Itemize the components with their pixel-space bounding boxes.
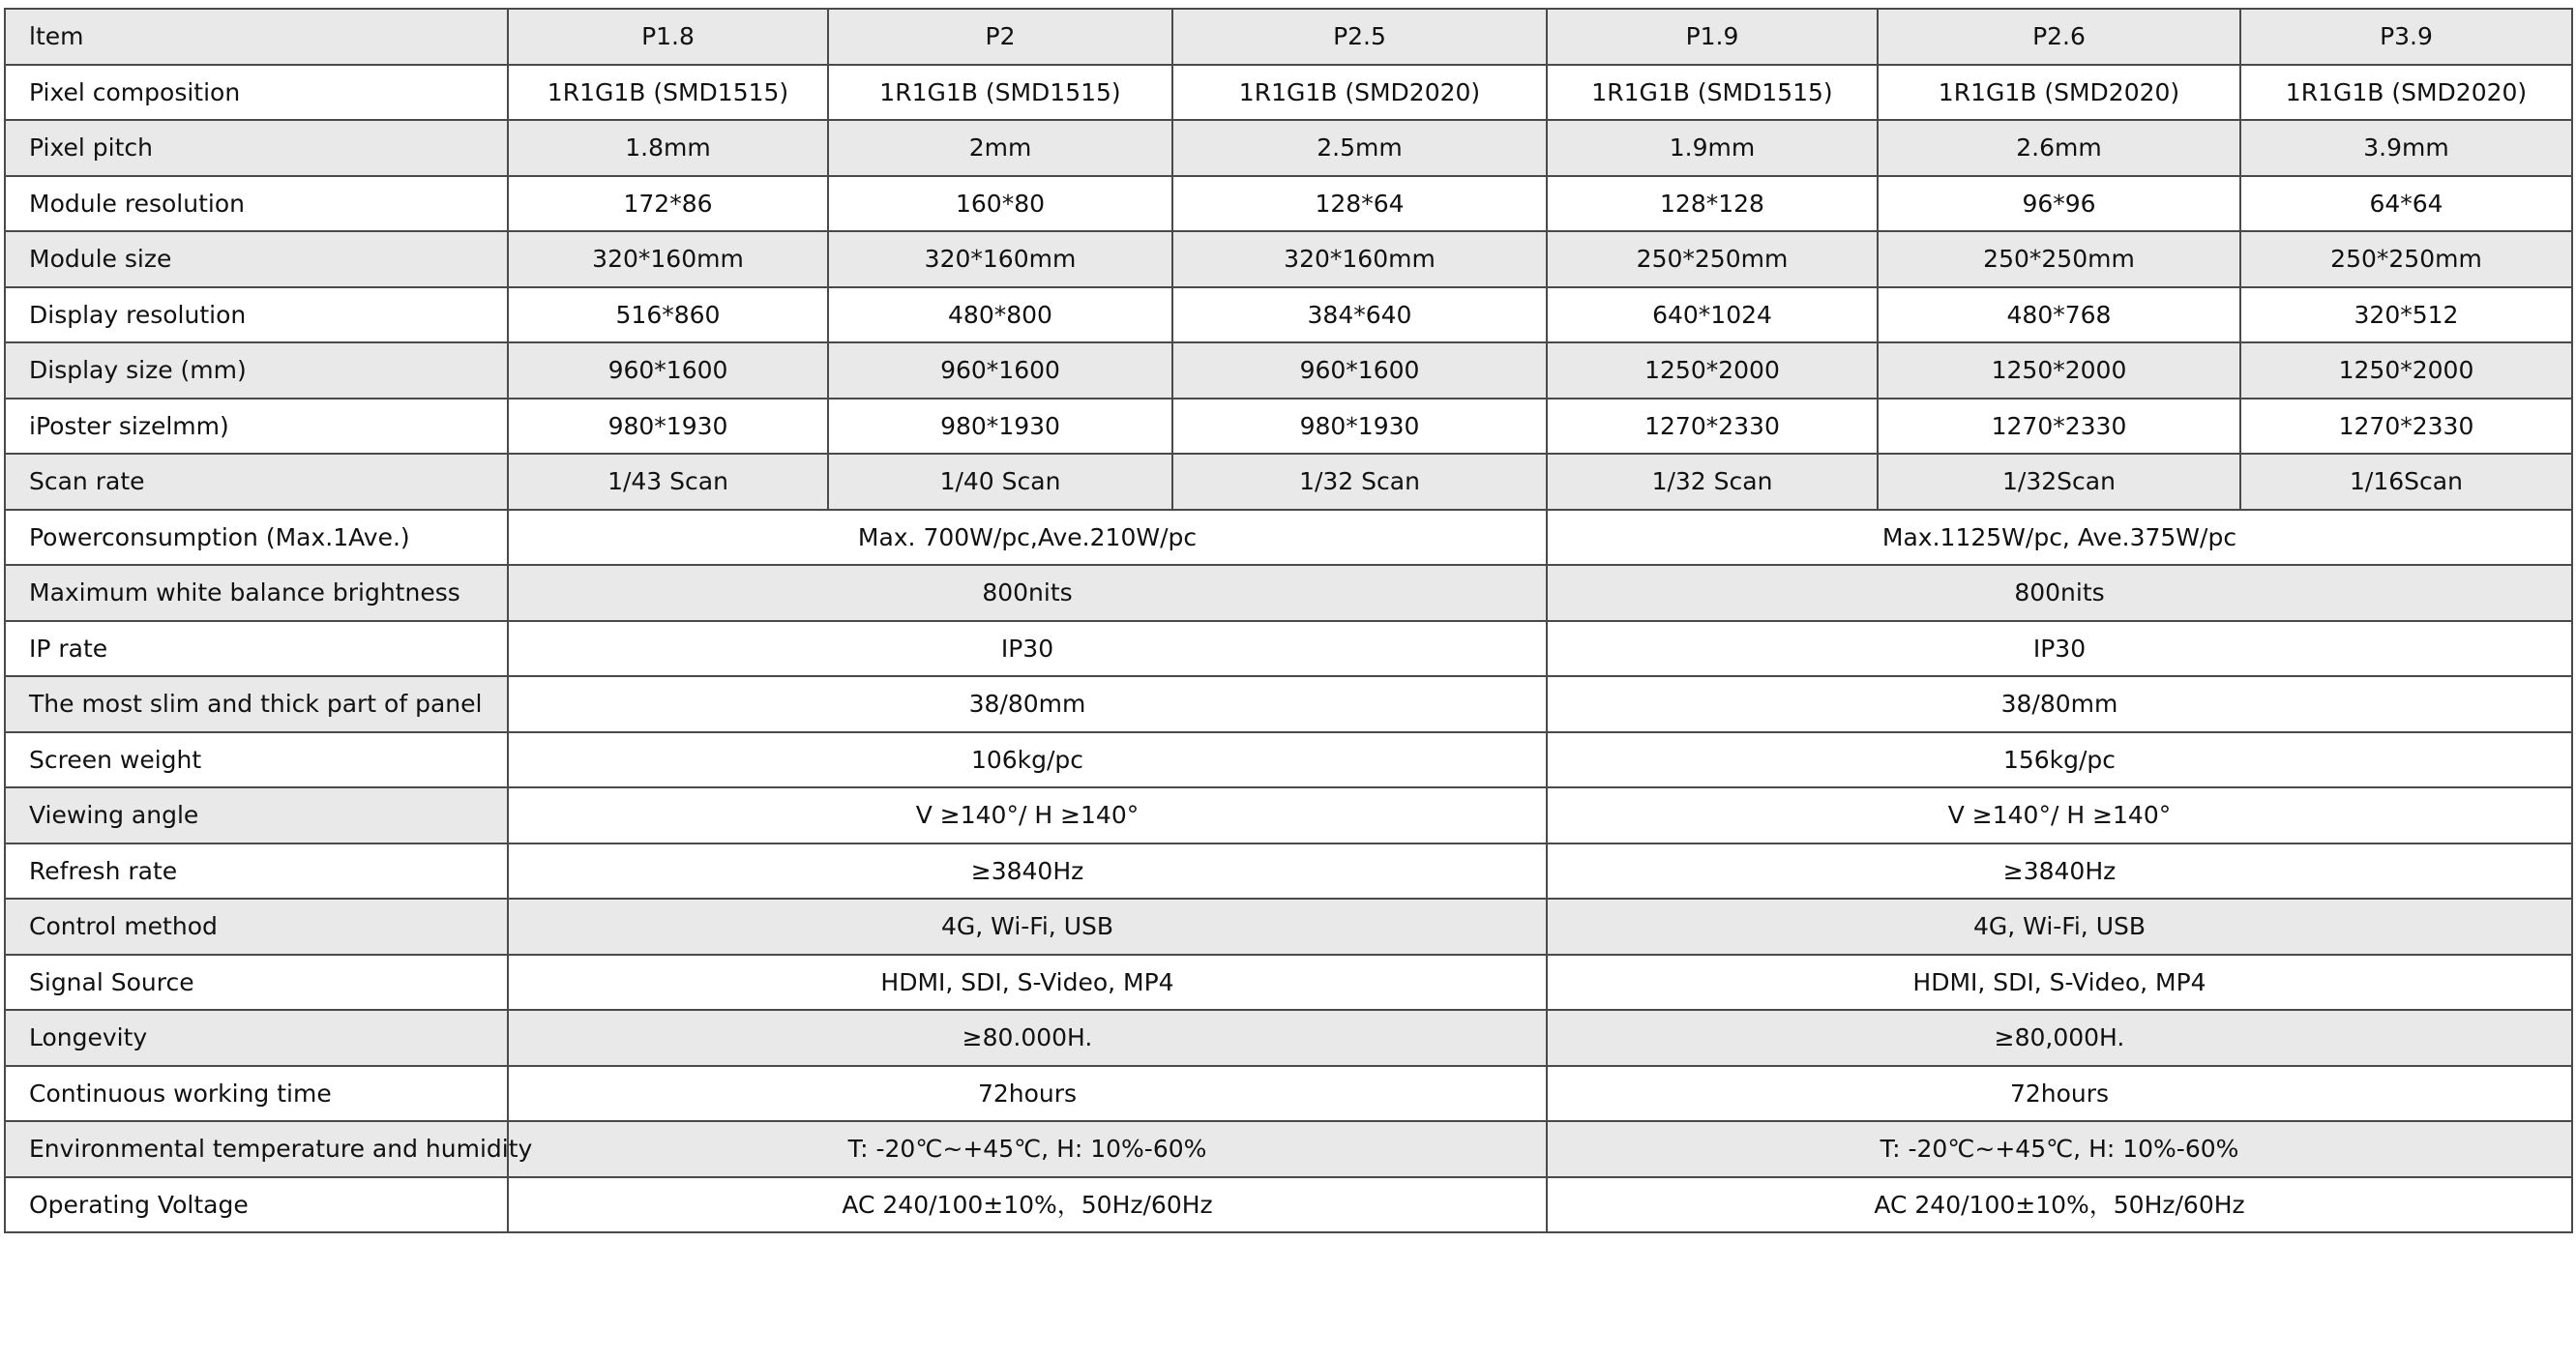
item-header: ltem (5, 9, 508, 65)
row-label: Module resolution (5, 176, 508, 232)
row-module-resolution (5, 176, 2572, 232)
row-operating-voltage (5, 1177, 2572, 1233)
cell: 160*80 (828, 176, 1172, 232)
cell-group-a: 72hours (508, 1066, 1547, 1122)
cell: 1/32 Scan (1172, 454, 1547, 510)
cell: 250*250mm (1878, 231, 2240, 287)
cell-group-b: AC 240/100±10%，50Hz/60Hz (1547, 1177, 2572, 1233)
row-panel-thickness (5, 676, 2572, 732)
cell: 980*1930 (828, 399, 1172, 455)
model-header-p18: P1.8 (508, 9, 828, 65)
cell: 960*1600 (828, 342, 1172, 399)
row-longevity (5, 1010, 2572, 1066)
row-label: Signal Source (5, 955, 508, 1011)
header-row (5, 9, 2572, 65)
cell-group-a: IP30 (508, 621, 1547, 677)
cell: 64*64 (2240, 176, 2572, 232)
cell-group-b: V ≥140°/ H ≥140° (1547, 787, 2572, 843)
cell-group-b: ≥3840Hz (1547, 843, 2572, 900)
cell: 1R1G1B (SMD2020) (1878, 65, 2240, 121)
row-label: Environmental temperature and humidity (5, 1121, 508, 1177)
cell-group-a: 4G, Wi-Fi, USB (508, 899, 1547, 955)
cell-group-a: AC 240/100±10%，50Hz/60Hz (508, 1177, 1547, 1233)
row-max-brightness (5, 565, 2572, 621)
cell-group-b: T: -20℃~+45℃, H: 10%-60% (1547, 1121, 2572, 1177)
cell: 1/43 Scan (508, 454, 828, 510)
row-refresh-rate (5, 843, 2572, 900)
cell-group-a: T: -20℃~+45℃, H: 10%-60% (508, 1121, 1547, 1177)
cell: 1270*2330 (1878, 399, 2240, 455)
cell: 1/16Scan (2240, 454, 2572, 510)
row-iposter-size (5, 399, 2572, 455)
cell: 96*96 (1878, 176, 2240, 232)
row-label: Viewing angle (5, 787, 508, 843)
row-screen-weight (5, 732, 2572, 788)
row-ip-rate (5, 621, 2572, 677)
cell: 480*768 (1878, 287, 2240, 343)
cell: 3.9mm (2240, 120, 2572, 176)
row-label: Continuous working time (5, 1066, 508, 1122)
cell: 1R1G1B (SMD1515) (508, 65, 828, 121)
cell: 384*640 (1172, 287, 1547, 343)
row-label: Pixel pitch (5, 120, 508, 176)
row-power-consumption (5, 510, 2572, 566)
row-continuous-working-time (5, 1066, 2572, 1122)
row-label: iPoster sizelmm) (5, 399, 508, 455)
row-label: Screen weight (5, 732, 508, 788)
cell-group-a: ≥3840Hz (508, 843, 1547, 900)
row-label: Module size (5, 231, 508, 287)
row-control-method (5, 899, 2572, 955)
cell: 1/32 Scan (1547, 454, 1878, 510)
row-label: Maximum white balance brightness (5, 565, 508, 621)
cell: 1/32Scan (1878, 454, 2240, 510)
cell: 1R1G1B (SMD1515) (828, 65, 1172, 121)
cell: 1250*2000 (1878, 342, 2240, 399)
cell-group-a: ≥80.000H. (508, 1010, 1547, 1066)
cell-group-b: Max.1125W/pc, Ave.375W/pc (1547, 510, 2572, 566)
cell: 516*860 (508, 287, 828, 343)
cell: 1250*2000 (1547, 342, 1878, 399)
cell-group-a: 800nits (508, 565, 1547, 621)
cell: 250*250mm (1547, 231, 1878, 287)
cell-group-b: 4G, Wi-Fi, USB (1547, 899, 2572, 955)
cell: 480*800 (828, 287, 1172, 343)
cell: 980*1930 (508, 399, 828, 455)
row-label: Scan rate (5, 454, 508, 510)
cell-group-b: ≥80,000H. (1547, 1010, 2572, 1066)
cell-group-a: 38/80mm (508, 676, 1547, 732)
cell-group-a: Max. 700W/pc,Ave.210W/pc (508, 510, 1547, 566)
row-display-resolution (5, 287, 2572, 343)
row-label: Display resolution (5, 287, 508, 343)
cell: 1270*2330 (1547, 399, 1878, 455)
cell: 320*160mm (1172, 231, 1547, 287)
cell-group-b: IP30 (1547, 621, 2572, 677)
row-label: The most slim and thick part of panel (5, 676, 508, 732)
cell: 1R1G1B (SMD2020) (1172, 65, 1547, 121)
row-environment (5, 1121, 2572, 1177)
cell: 320*160mm (828, 231, 1172, 287)
row-pixel-composition (5, 65, 2572, 121)
model-header-p2: P2 (828, 9, 1172, 65)
cell: 250*250mm (2240, 231, 2572, 287)
cell: 2.6mm (1878, 120, 2240, 176)
row-viewing-angle (5, 787, 2572, 843)
cell-group-a: 106kg/pc (508, 732, 1547, 788)
cell: 1.9mm (1547, 120, 1878, 176)
row-label: Longevity (5, 1010, 508, 1066)
spec-table (4, 8, 2573, 1233)
model-header-p26: P2.6 (1878, 9, 2240, 65)
cell: 1.8mm (508, 120, 828, 176)
row-scan-rate (5, 454, 2572, 510)
cell-group-b: 38/80mm (1547, 676, 2572, 732)
cell: 640*1024 (1547, 287, 1878, 343)
model-header-p39: P3.9 (2240, 9, 2572, 65)
cell-group-a: HDMI, SDI, S-Video, MP4 (508, 955, 1547, 1011)
row-label: Refresh rate (5, 843, 508, 900)
row-display-size (5, 342, 2572, 399)
cell: 2.5mm (1172, 120, 1547, 176)
cell-group-b: 156kg/pc (1547, 732, 2572, 788)
cell-group-b: 800nits (1547, 565, 2572, 621)
cell-group-a: V ≥140°/ H ≥140° (508, 787, 1547, 843)
row-pixel-pitch (5, 120, 2572, 176)
row-label: Display size (mm) (5, 342, 508, 399)
row-label: Control method (5, 899, 508, 955)
row-label: Operating Voltage (5, 1177, 508, 1233)
row-label: Powerconsumption (Max.1Ave.) (5, 510, 508, 566)
cell: 1R1G1B (SMD1515) (1547, 65, 1878, 121)
cell: 172*86 (508, 176, 828, 232)
cell: 1R1G1B (SMD2020) (2240, 65, 2572, 121)
cell-group-b: HDMI, SDI, S-Video, MP4 (1547, 955, 2572, 1011)
cell: 320*512 (2240, 287, 2572, 343)
cell: 1250*2000 (2240, 342, 2572, 399)
cell: 1/40 Scan (828, 454, 1172, 510)
row-signal-source (5, 955, 2572, 1011)
cell: 128*128 (1547, 176, 1878, 232)
cell: 320*160mm (508, 231, 828, 287)
row-label: IP rate (5, 621, 508, 677)
cell: 960*1600 (1172, 342, 1547, 399)
cell: 960*1600 (508, 342, 828, 399)
model-header-p25: P2.5 (1172, 9, 1547, 65)
cell: 980*1930 (1172, 399, 1547, 455)
cell-group-b: 72hours (1547, 1066, 2572, 1122)
cell: 1270*2330 (2240, 399, 2572, 455)
row-label: Pixel composition (5, 65, 508, 121)
model-header-p19: P1.9 (1547, 9, 1878, 65)
row-module-size (5, 231, 2572, 287)
cell: 2mm (828, 120, 1172, 176)
cell: 128*64 (1172, 176, 1547, 232)
